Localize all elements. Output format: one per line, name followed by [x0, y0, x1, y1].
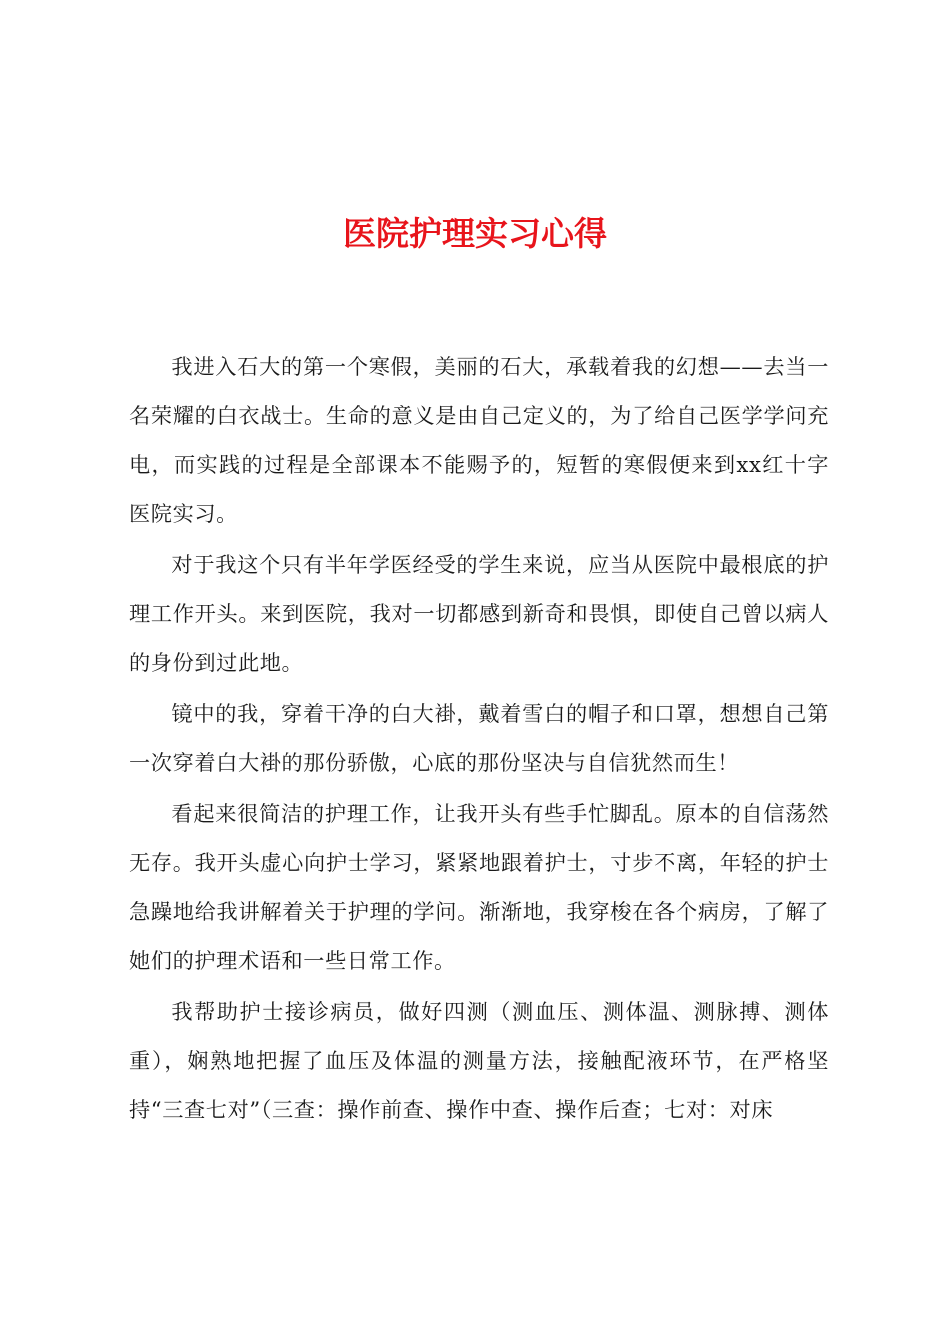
paragraph-3: 镜中的我，穿着干净的白大褂，戴着雪白的帽子和口罩，想想自己第一次穿着白大褂的那份骄傲，心底的那份坚决与自信犹然而生！ — [129, 701, 829, 775]
paragraph-4: 看起来很简洁的护理工作，让我开头有些手忙脚乱。原本的自信荡然无存。我开头虚心向护士学习，紧紧地跟着护士，寸步不离，年轻的护士急躁地给我讲解着关于护理的学问。渐渐地，我穿梭在各个病房，了解了她们的护理术语和一些日常工作。 — [129, 801, 829, 973]
paragraph-1: 我进入石大的第一个寒假，美丽的石大，承载着我的幻想——去当一名荣耀的白衣战士。生命的意义是由自己定义的，为了给自己医学学问充电，而实践的过程是全部课本不能赐予的，短暂的寒假便来到xx红十字医院实习。 — [129, 354, 829, 526]
document-body — [129, 342, 829, 1136]
paragraph-2: 对于我这个只有半年学医经受的学生来说，应当从医院中最根底的护理工作开头。来到医院，我对一切都感到新奇和畏惧，即使自己曾以病人的身份到过此地。 — [129, 552, 829, 675]
paragraph-5: 我帮助护士接诊病员，做好四测（测血压、测体温、测脉搏、测体重），娴熟地把握了血压及体温的测量方法，接触配液环节，在严格坚持“三查七对”（三查：操作前查、操作中查、操作后查；七对：对床 — [129, 999, 829, 1122]
document-title: 医院护理实习心得 — [343, 214, 607, 253]
